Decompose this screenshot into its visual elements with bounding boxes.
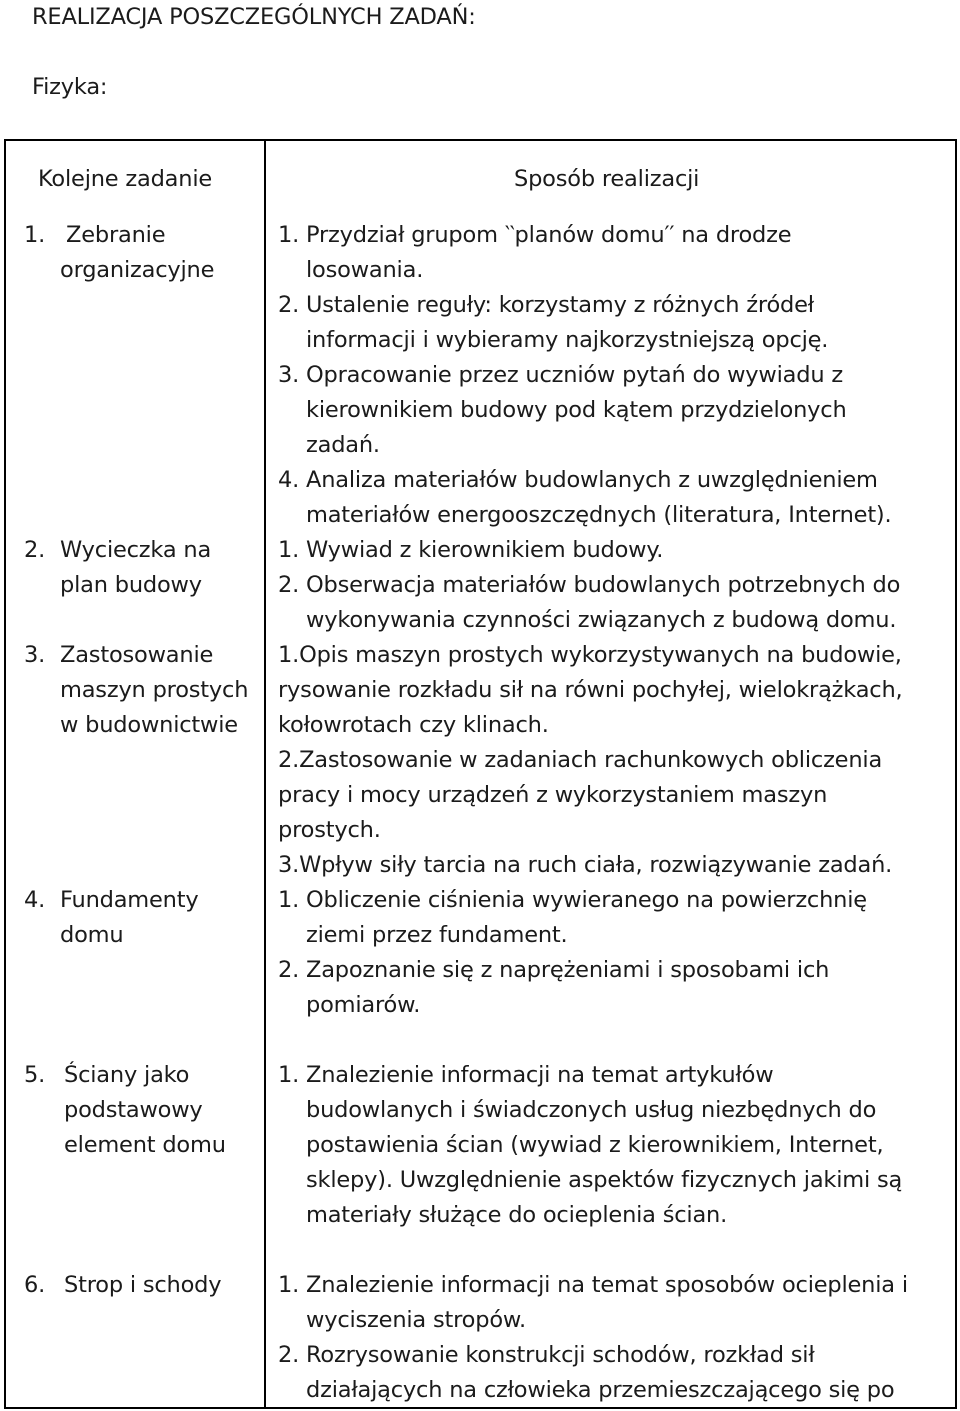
step-text: Znalezienie informacji na temat sposobów ocieplenia i bbox=[306, 1272, 908, 1298]
step-text: materiałów energooszczędnych (literatura, Internet). bbox=[306, 502, 892, 528]
task-label: w budownictwie bbox=[60, 712, 238, 738]
method-paragraph-line: 3.Wpływ siły tarcia na ruch ciała, rozwiązywanie zadań. bbox=[278, 852, 893, 878]
step-text: sklepy). Uwzględnienie aspektów fizycznych jakimi są bbox=[306, 1167, 903, 1193]
task-label: domu bbox=[60, 922, 124, 948]
task-number: 5. bbox=[24, 1062, 46, 1088]
step-text: Zapoznanie się z naprężeniami i sposobami ich bbox=[306, 957, 830, 983]
method-paragraph-line: 2.Zastosowanie w zadaniach rachunkowych obliczenia bbox=[278, 747, 883, 773]
task-number: 6. bbox=[24, 1272, 46, 1298]
step-text: budowlanych i świadczonych usług niezbędnych do bbox=[306, 1097, 877, 1123]
step-text: zadań. bbox=[306, 432, 380, 458]
column-header-task: Kolejne zadanie bbox=[38, 166, 213, 192]
step-text: losowania. bbox=[306, 257, 424, 283]
table-top-border bbox=[4, 139, 957, 141]
task-label: maszyn prostych bbox=[60, 677, 249, 703]
table-bottom-border bbox=[4, 1407, 957, 1409]
task-label: Wycieczka na bbox=[60, 537, 212, 563]
step-text: działających na człowieka przemieszczającego się po bbox=[306, 1377, 895, 1403]
step-text: Opracowanie przez uczniów pytań do wywiadu z bbox=[306, 362, 843, 388]
task-label: element domu bbox=[64, 1132, 226, 1158]
step-text: wyciszenia stropów. bbox=[306, 1307, 526, 1333]
task-number: 3. bbox=[24, 642, 46, 668]
table-column-divider bbox=[264, 139, 266, 1409]
step-text: Znalezienie informacji na temat artykułów bbox=[306, 1062, 774, 1088]
task-label: organizacyjne bbox=[60, 257, 215, 283]
step-number: 2. bbox=[278, 292, 300, 318]
step-number: 1. bbox=[278, 1062, 300, 1088]
step-number: 3. bbox=[278, 362, 300, 388]
task-label: Zebranie bbox=[66, 222, 166, 248]
task-label: podstawowy bbox=[64, 1097, 203, 1123]
step-number: 1. bbox=[278, 1272, 300, 1298]
step-text: kierownikiem budowy pod kątem przydzielonych bbox=[306, 397, 847, 423]
step-text: ziemi przez fundament. bbox=[306, 922, 568, 948]
step-text: pomiarów. bbox=[306, 992, 421, 1018]
task-label: Strop i schody bbox=[64, 1272, 222, 1298]
task-label: plan budowy bbox=[60, 572, 202, 598]
task-number: 4. bbox=[24, 887, 46, 913]
step-number: 2. bbox=[278, 957, 300, 983]
task-label: Fundamenty bbox=[60, 887, 199, 913]
table-right-border bbox=[955, 139, 957, 1409]
task-label: Zastosowanie bbox=[60, 642, 214, 668]
method-paragraph-line: 1.Opis maszyn prostych wykorzystywanych na budowie, bbox=[278, 642, 902, 668]
step-text: materiały służące do ocieplenia ścian. bbox=[306, 1202, 728, 1228]
subject-heading: Fizyka: bbox=[32, 74, 108, 100]
step-text: Wywiad z kierownikiem budowy. bbox=[306, 537, 664, 563]
step-text: postawienia ścian (wywiad z kierownikiem, Internet, bbox=[306, 1132, 884, 1158]
step-text: Analiza materiałów budowlanych z uwzględnieniem bbox=[306, 467, 878, 493]
step-number: 2. bbox=[278, 1342, 300, 1368]
step-text: wykonywania czynności związanych z budową domu. bbox=[306, 607, 897, 633]
step-text: Ustalenie reguły: korzystamy z różnych źródeł bbox=[306, 292, 814, 318]
step-number: 4. bbox=[278, 467, 300, 493]
step-number: 2. bbox=[278, 572, 300, 598]
step-text: Obserwacja materiałów budowlanych potrzebnych do bbox=[306, 572, 901, 598]
column-header-method: Sposób realizacji bbox=[514, 166, 700, 192]
method-paragraph-line: pracy i mocy urządzeń z wykorzystaniem maszyn bbox=[278, 782, 828, 808]
method-paragraph-line: rysowanie rozkładu sił na równi pochyłej, wielokrążkach, bbox=[278, 677, 903, 703]
step-text: informacji i wybieramy najkorzystniejszą opcję. bbox=[306, 327, 829, 353]
step-text: Obliczenie ciśnienia wywieranego na powierzchnię bbox=[306, 887, 867, 913]
table-left-border bbox=[4, 139, 6, 1409]
method-paragraph-line: prostych. bbox=[278, 817, 381, 843]
step-number: 1. bbox=[278, 222, 300, 248]
step-text: Rozrysowanie konstrukcji schodów, rozkład sił bbox=[306, 1342, 815, 1368]
task-number: 1. bbox=[24, 222, 46, 248]
document-title: REALIZACJA POSZCZEGÓLNYCH ZADAŃ: bbox=[32, 4, 476, 30]
step-number: 1. bbox=[278, 887, 300, 913]
method-paragraph-line: kołowrotach czy klinach. bbox=[278, 712, 549, 738]
task-label: Ściany jako bbox=[64, 1062, 190, 1088]
step-text: Przydział grupom ‵‵planów domu′′ na drodze bbox=[306, 222, 792, 248]
step-number: 1. bbox=[278, 537, 300, 563]
task-number: 2. bbox=[24, 537, 46, 563]
